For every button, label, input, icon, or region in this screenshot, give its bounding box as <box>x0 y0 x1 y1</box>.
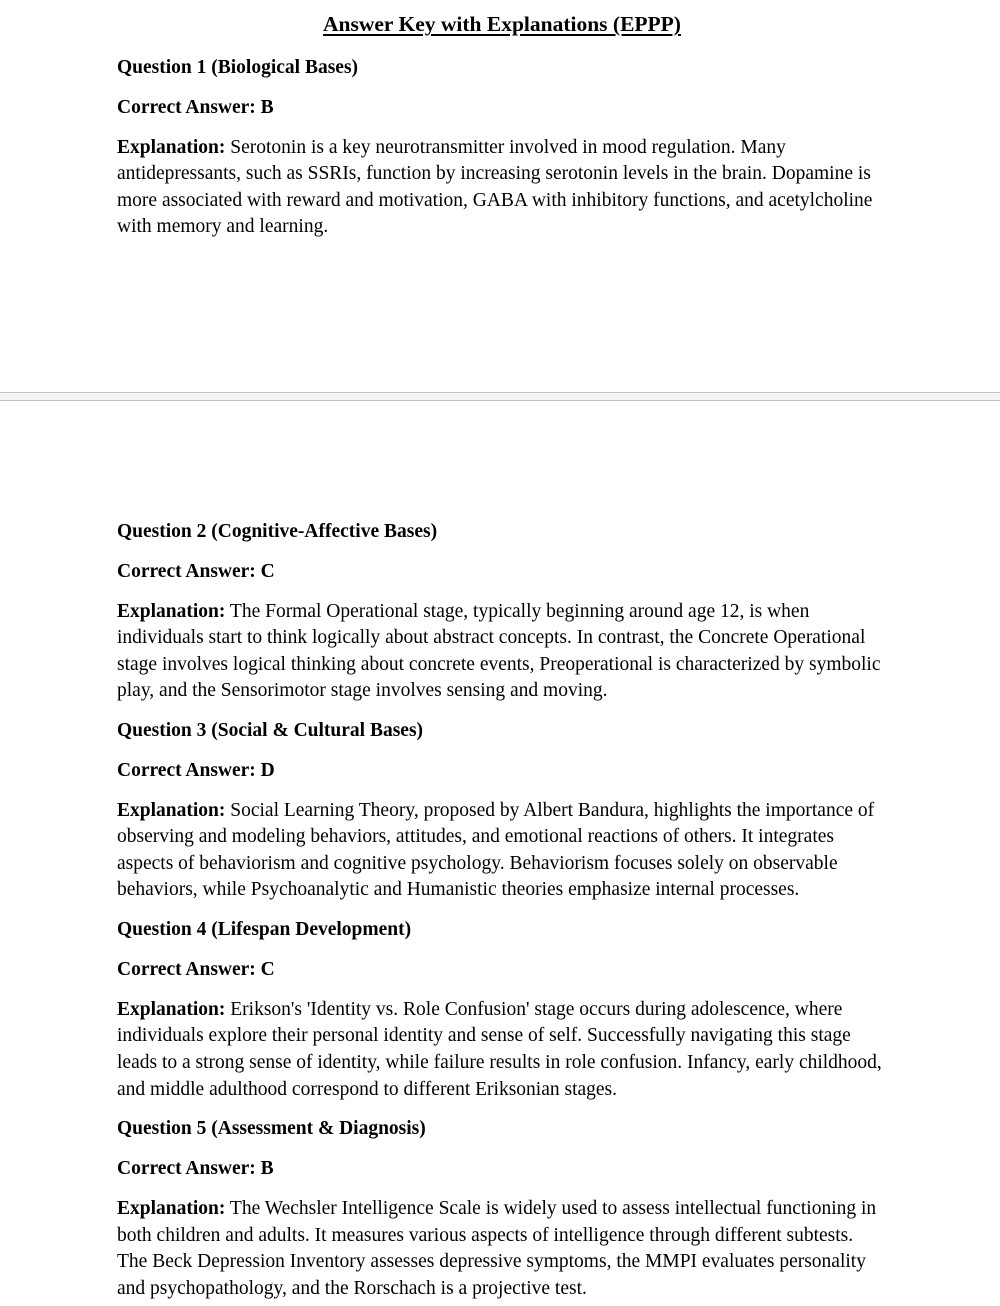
page-1 <box>0 0 1000 392</box>
question-heading: Question 4 (Lifespan Development) <box>117 919 412 941</box>
question-heading: Question 2 (Cognitive-Affective Bases) <box>117 521 438 542</box>
explanation-paragraph <box>117 997 887 1103</box>
explanation-text: Serotonin is a key neurotransmitter involved in mood regulation. Many antidepressants, such as SSRIs, function by increasing serotonin levels in the brain. Dopamine is more associated with reward and motivation, GABA with inhibitory functions, and acetylcholine with memory and learning. <box>117 136 873 238</box>
page-2 <box>0 401 1000 1306</box>
explanation-text: Erikson's 'Identity vs. Role Confusion' stage occurs during adolescence, where individuals explore their personal identity and sense of self. Successfully navigating this stage leads to a strong sense of identity, while failure results in role confusion. Infancy, early childhood, and middle adulthood correspond to different Eriksonian stages. <box>117 998 882 1100</box>
question-heading: Question 5 (Assessment & Diagnosis) <box>117 1118 426 1140</box>
explanation-label: Explanation: <box>117 136 226 158</box>
explanation-label: Explanation: <box>117 799 226 821</box>
correct-answer: Correct Answer: C <box>117 560 275 582</box>
correct-answer: Correct Answer: D <box>117 759 275 781</box>
explanation-paragraph <box>117 1196 887 1302</box>
question-heading: Question 3 (Social & Cultural Bases) <box>117 720 424 742</box>
question-block-1 <box>117 55 887 241</box>
page-title: Answer Key with Explanations (EPPP) <box>323 12 681 36</box>
correct-answer: Correct Answer: B <box>117 1158 274 1180</box>
explanation-text: The Wechsler Intelligence Scale is widely used to assess intellectual functioning in both children and adults. It measures various aspects of intelligence through different subtests. The Beck Depression Inventory assesses depressive symptoms, the MMPI evaluates personality and psychopathology, and the Rorschach is a projective test. <box>117 1197 877 1299</box>
explanation-label: Explanation: <box>117 1197 226 1219</box>
explanation-text: Social Learning Theory, proposed by Albert Bandura, highlights the importance of observing and modeling behaviors, attitudes, and emotional reactions of others. It integrates aspects of behaviorism and cognitive psychology. Behaviorism focuses solely on observable behaviors, while Psychoanalytic and Humanistic theories emphasize internal processes. <box>117 799 875 901</box>
question-block-4 <box>117 917 887 1103</box>
correct-answer: Correct Answer: B <box>117 96 274 118</box>
explanation-text: The Formal Operational stage, typically beginning around age 12, is when individuals start to think logically about abstract concepts. In contrast, the Concrete Operational stage involves logical thinking about concrete events, Preoperational is characterized by symbolic play, and the Sensorimotor stage involves sensing and moving. <box>117 600 881 702</box>
question-heading: Question 1 (Biological Bases) <box>117 57 359 78</box>
question-block-2 <box>117 519 887 705</box>
explanation-paragraph <box>117 599 887 705</box>
explanation-paragraph <box>117 798 887 904</box>
page-separator <box>0 392 1000 401</box>
question-block-3 <box>117 718 887 904</box>
question-block-5 <box>117 1116 887 1302</box>
explanation-label: Explanation: <box>117 600 226 622</box>
explanation-paragraph <box>117 135 887 241</box>
explanation-label: Explanation: <box>117 998 226 1020</box>
correct-answer: Correct Answer: C <box>117 959 275 981</box>
